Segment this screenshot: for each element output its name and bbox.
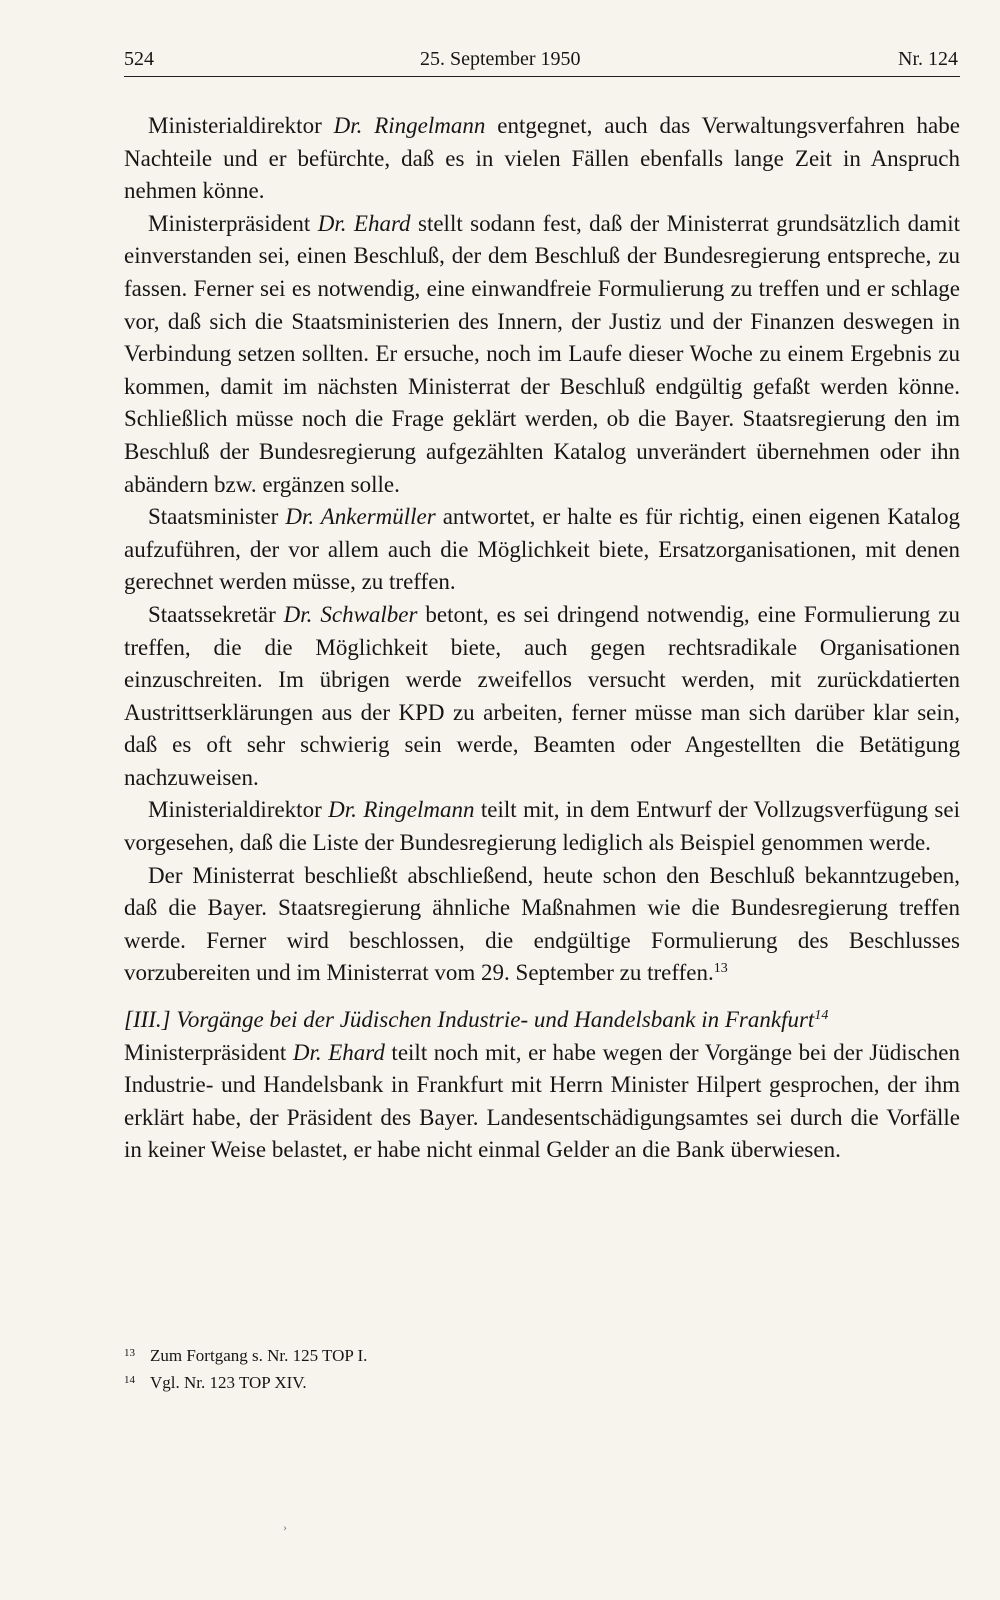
paragraph-text: teilt noch mit, er habe wegen der Vorgänge bei der Jüdischen Industrie- und Handelsbank in Frankfurt mit Herrn Minister Hilpert gesprochen, der ihm erklärt habe, der Präsident des Bayer. Landesentschädigungsamtes sei durch die Vorfälle in keiner Weise belastet, er habe nicht einmal Gelder an die Bank überwiesen. (124, 1039, 960, 1163)
paragraph (124, 599, 960, 795)
speaker-name: Dr. Ringelmann (333, 113, 486, 138)
paragraph (124, 501, 960, 599)
footnote-reference[interactable]: 13 (713, 961, 728, 977)
footnote-text: Vgl. Nr. 123 TOP XIV. (150, 1373, 307, 1392)
footnote: $^{14}$ Vgl. Nr. 123 TOP XIV. (124, 1373, 307, 1392)
paragraph-text: Staatsminister (148, 504, 286, 530)
paragraph-text: stellt sodann fest, daß der Ministerrat grundsätzlich damit einverstanden sei, einen Beschluß, der dem Beschluß der Bundesregierung entspreche, zu fassen. Ferner sei es notwendig, eine einwandfreie Formulierung zu treffen und er schlage vor, daß sich die Staatsministerien des Innern, der Justiz und der Finanzen deswegen in Verbindung setzen sollten. Er ersuche, noch im Laufe dieser Woche zu einem Ergebnis zu kommen, damit im nächsten Ministerrat der Beschluß endgültig gefaßt werden könne. Schließlich müsse noch die Frage geklärt werden, ob die Bayer. Staatsregierung den im Beschluß der Bundesregierung aufgezählten Katalog unverändert übernehmen oder ihn abändern bzw. ergänzen solle. (124, 210, 960, 497)
speaker-name: Dr. Ehard (292, 1039, 385, 1065)
paragraph (124, 860, 960, 990)
paragraph-text: teilt mit, in dem Entwurf der Vollzugsverfügung sei vorgesehen, daß die Liste der Bundesregierung lediglich als Beispiel genommen werde. (124, 797, 960, 856)
paragraph-text: antwortet, er halte es für richtig, einen eigenen Katalog aufzuführen, der vor allem auch die Möglichkeit biete, Ersatzorganisationen, mit denen gerechnet werden müsse, zu treffen. (124, 504, 961, 595)
paragraph (124, 208, 960, 501)
paragraph-text: Ministerpräsident (124, 1039, 293, 1065)
section-number: [III.] (124, 1007, 171, 1033)
body-text (124, 110, 960, 1167)
speaker-name: Dr. Ehard (317, 210, 411, 236)
speaker-name: Dr. Ringelmann (328, 797, 475, 823)
footnote: $^{13}$ Zum Fortgang s. Nr. 125 TOP I. (124, 1346, 368, 1365)
paragraph-text: entgegnet, auch das Verwaltungsverfahren habe Nachteile und er befürchte, daß es in vielen Fällen ebenfalls lange Zeit in Anspruch nehmen könne. (124, 113, 960, 204)
paragraph (124, 794, 960, 859)
document-number: Nr. 124 (898, 48, 958, 70)
header-date: 25. September 1950 (420, 48, 581, 70)
section-heading-line (124, 1004, 960, 1037)
paragraph-text: Ministerialdirektor (148, 797, 329, 823)
page-number: 524 (124, 48, 154, 70)
footnote-reference[interactable]: 14 (814, 1008, 829, 1024)
paragraph (124, 110, 960, 208)
footnote-text: Zum Fortgang s. Nr. 125 TOP I. (150, 1346, 368, 1365)
paragraph-text: Der Ministerrat beschließt abschließend, heute schon den Beschluß bekanntzugeben, daß die Bayer. Staatsregierung ähnliche Maßnahmen wie die Bundesregierung treffen werde. Ferner wird beschlossen, die endgültige Formulierung des Beschlusses vorzubereiten und im Ministerrat vom 29. September zu treffen. (124, 862, 960, 986)
paragraph (124, 1037, 960, 1167)
section-heading (124, 1004, 960, 1037)
running-header (124, 46, 960, 77)
paragraph-text: betont, es sei dringend notwendig, eine Formulierung zu treffen, die die Möglichkeit biete, auch gegen rechtsradikale Organisationen einzuschreiten. Im übrigen werde zweifellos versucht werden, mit zurückdatierten Austrittserklärungen aus der KPD zu arbeiten, ferner müsse man sich darüber klar sein, daß es oft sehr schwierig sein werde, Beamten oder Angestellten die Betätigung nachzuweisen. (124, 601, 960, 790)
speaker-name: Dr. Ankermüller (285, 504, 436, 530)
paragraph-text: Ministerpräsident (148, 210, 318, 236)
paragraph-text: Staatssekretär (148, 601, 284, 627)
footnotes (124, 1342, 367, 1396)
paragraph-text: Ministerialdirektor (148, 113, 334, 138)
section-title: Vorgänge bei der Jüdischen Industrie- und Handelsbank in Frankfurt (176, 1007, 815, 1033)
speaker-name: Dr. Schwalber (283, 601, 418, 627)
stray-mark: › (283, 1520, 287, 1534)
